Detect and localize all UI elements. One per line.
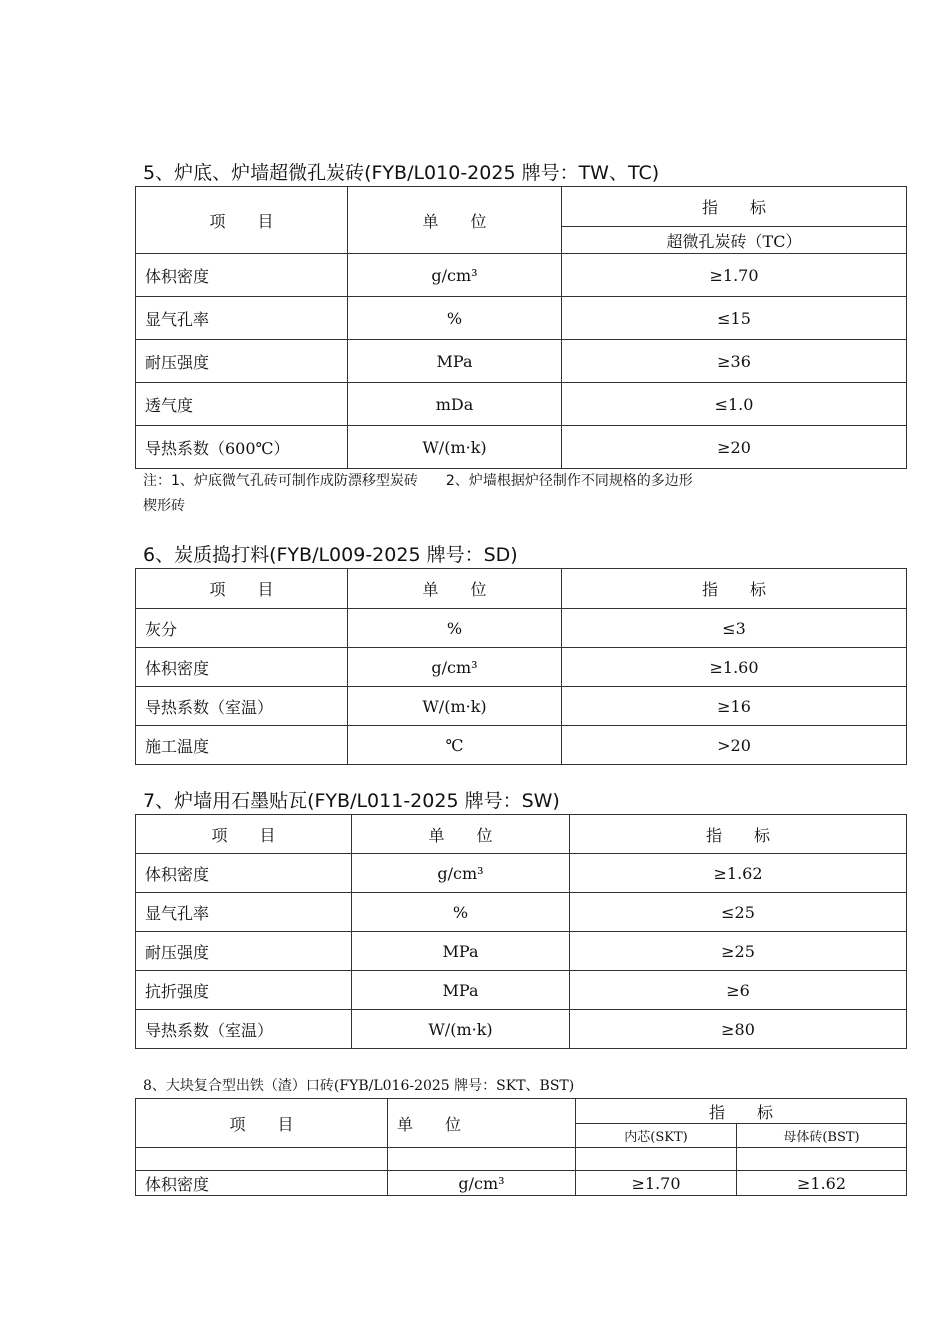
section-6-title: 6、炭质捣打料(FYB/L009-2025 牌号：SD) (143, 544, 518, 566)
row-unit: g/cm³ (348, 254, 562, 297)
row-item: 体积密度 (136, 648, 348, 687)
note-line-1: 注：1、炉底微气孔砖可制作成防漂移型炭砖 2、炉墙根据炉径制作不同规格的多边形 (143, 473, 693, 489)
empty-cell (388, 1148, 576, 1171)
row-unit: g/cm³ (388, 1171, 576, 1196)
table-section-5 (135, 186, 907, 469)
row-unit: mDa (348, 383, 562, 426)
header-item: 项 目 (136, 569, 348, 609)
row-unit: ℃ (348, 726, 562, 765)
section-5-title: 5、炉底、炉墙超微孔炭砖(FYB/L010-2025 牌号：TW、TC) (143, 162, 660, 184)
row-item: 体积密度 (136, 254, 348, 297)
row-value: ≥1.62 (570, 854, 907, 893)
row-item: 体积密度 (136, 854, 352, 893)
subheader-tc: 超微孔炭砖（TC） (562, 227, 907, 254)
row-core: ≥1.70 (576, 1171, 737, 1196)
row-item: 导热系数（室温） (136, 1010, 352, 1049)
row-item: 施工温度 (136, 726, 348, 765)
row-value: ≥16 (562, 687, 907, 726)
row-item: 体积密度 (136, 1171, 388, 1196)
row-value: ≥36 (562, 340, 907, 383)
row-item: 导热系数（600℃） (136, 426, 348, 469)
row-unit: % (348, 297, 562, 340)
row-value: ≤15 (562, 297, 907, 340)
row-unit: g/cm³ (348, 648, 562, 687)
row-value: ≥6 (570, 971, 907, 1010)
row-value: ≥1.70 (562, 254, 907, 297)
row-value: ≤3 (562, 609, 907, 648)
row-item: 显气孔率 (136, 893, 352, 932)
row-unit: W/(m·k) (348, 687, 562, 726)
note-line-2: 楔形砖 (143, 498, 185, 514)
row-value: ≥1.60 (562, 648, 907, 687)
section-8-title: 8、大块复合型出铁（渣）口砖(FYB/L016-2025 牌号：SKT、BST) (143, 1078, 575, 1094)
header-index: 指 标 (570, 815, 907, 854)
row-value: ≤1.0 (562, 383, 907, 426)
section-7-title: 7、炉墙用石墨贴瓦(FYB/L011-2025 牌号：SW) (143, 790, 560, 812)
row-value: ≥20 (562, 426, 907, 469)
header-item: 项 目 (136, 187, 348, 254)
row-unit: W/(m·k) (352, 1010, 570, 1049)
header-unit: 单 位 (352, 815, 570, 854)
row-unit: g/cm³ (352, 854, 570, 893)
empty-cell (136, 1148, 388, 1171)
row-unit: MPa (352, 971, 570, 1010)
row-item: 导热系数（室温） (136, 687, 348, 726)
row-unit: % (348, 609, 562, 648)
row-item: 耐压强度 (136, 932, 352, 971)
header-item: 项 目 (136, 1099, 388, 1148)
header-item: 项 目 (136, 815, 352, 854)
header-unit: 单 位 (348, 569, 562, 609)
header-index: 指 标 (562, 569, 907, 609)
row-item: 耐压强度 (136, 340, 348, 383)
row-body: ≥1.62 (737, 1171, 907, 1196)
table-section-6 (135, 568, 907, 765)
header-index: 指 标 (576, 1099, 907, 1124)
header-unit: 单 位 (388, 1099, 576, 1148)
header-unit: 单 位 (348, 187, 562, 254)
row-value: ≥80 (570, 1010, 907, 1049)
table-section-7 (135, 814, 907, 1049)
row-item: 透气度 (136, 383, 348, 426)
subheader-core: 内芯(SKT) (576, 1124, 737, 1148)
row-value: ≥25 (570, 932, 907, 971)
table-section-8 (135, 1098, 907, 1196)
header-index: 指 标 (562, 187, 907, 227)
row-item: 灰分 (136, 609, 348, 648)
empty-cell (737, 1148, 907, 1171)
subheader-body: 母体砖(BST) (737, 1124, 907, 1148)
row-unit: MPa (348, 340, 562, 383)
row-unit: % (352, 893, 570, 932)
row-value: ≤25 (570, 893, 907, 932)
empty-cell (576, 1148, 737, 1171)
row-unit: W/(m·k) (348, 426, 562, 469)
row-item: 显气孔率 (136, 297, 348, 340)
row-value: >20 (562, 726, 907, 765)
row-unit: MPa (352, 932, 570, 971)
row-item: 抗折强度 (136, 971, 352, 1010)
